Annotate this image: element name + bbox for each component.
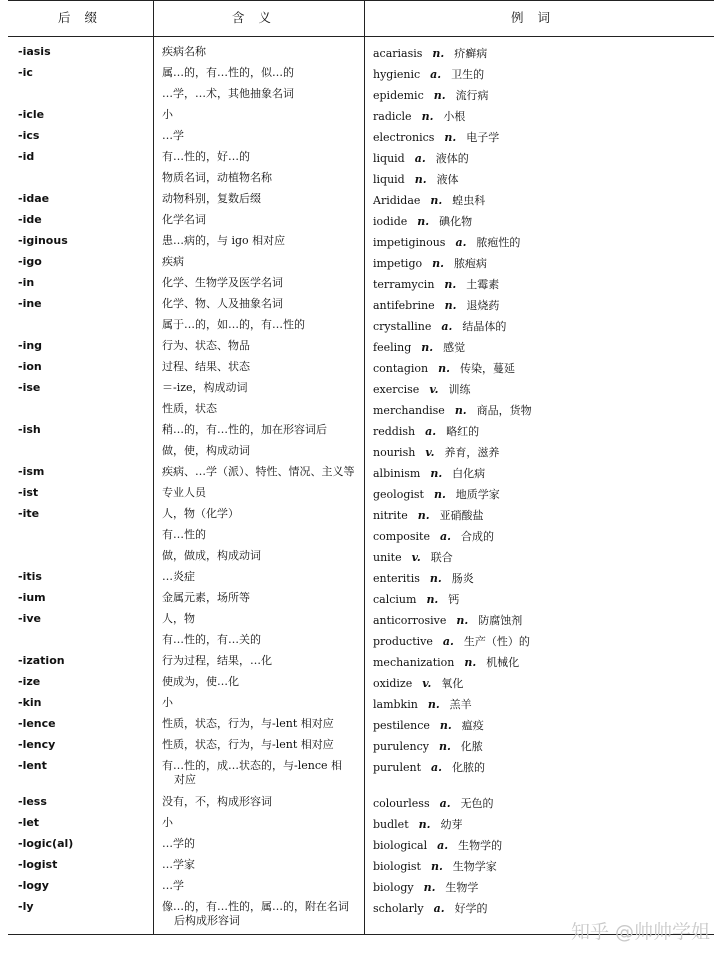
example-gloss: 合成的 xyxy=(460,530,494,543)
example-cell xyxy=(373,465,485,481)
suffix-cell: -ion xyxy=(18,360,42,373)
part-of-speech: n. xyxy=(439,719,452,732)
example-word: oxidize xyxy=(373,677,413,690)
example-gloss: 亚硝酸盐 xyxy=(439,509,484,522)
meaning-line: 性质，状态，行为，与-lent 相对应 xyxy=(162,717,334,730)
example-word: anticorrosive xyxy=(373,614,447,627)
example-word: Arididae xyxy=(373,194,421,207)
meaning-line: 有…性的，有…关的 xyxy=(162,633,261,646)
example-gloss: 氧化 xyxy=(441,677,464,690)
suffix-cell: -ide xyxy=(18,213,42,226)
example-gloss: 疥癣病 xyxy=(454,47,488,60)
part-of-speech: a. xyxy=(441,320,453,333)
meaning-cell xyxy=(162,318,362,332)
example-gloss: 无色的 xyxy=(460,797,494,810)
example-cell xyxy=(373,192,485,208)
example-gloss: 化脓的 xyxy=(451,761,485,774)
example-word: contagion xyxy=(373,362,429,375)
suffix-cell: -ive xyxy=(18,612,41,625)
example-word: nourish xyxy=(373,446,416,459)
header-bottom-rule xyxy=(8,36,714,37)
example-cell xyxy=(373,837,502,853)
meaning-cell xyxy=(162,528,362,542)
example-cell xyxy=(373,150,469,166)
example-cell xyxy=(373,858,497,874)
example-gloss: 羔羊 xyxy=(449,698,472,711)
meaning-line: 行为、状态、物品 xyxy=(162,339,250,352)
suffix-cell: -less xyxy=(18,795,47,808)
meaning-line: 做，使，构成动词 xyxy=(162,444,250,457)
example-word: composite xyxy=(373,530,430,543)
part-of-speech: n. xyxy=(444,131,457,144)
example-word: colourless xyxy=(373,797,430,810)
suffix-cell: -let xyxy=(18,816,40,829)
example-gloss: 略红的 xyxy=(446,425,480,438)
suffix-cell: -ish xyxy=(18,423,41,436)
suffix-cell: -in xyxy=(18,276,35,289)
suffix-cell: -ism xyxy=(18,465,45,478)
meaning-line: 疾病 xyxy=(162,255,184,268)
suffix-cell: -ics xyxy=(18,129,40,142)
suffix-cell: -ization xyxy=(18,654,65,667)
example-word: impetigo xyxy=(373,257,423,270)
example-word: epidemic xyxy=(373,89,424,102)
meaning-line: 化学名词 xyxy=(162,213,206,226)
example-cell xyxy=(373,900,488,916)
part-of-speech: v. xyxy=(429,383,439,396)
example-cell xyxy=(373,255,487,271)
example-gloss: 脓疱病 xyxy=(453,257,487,270)
meaning-line: 有…性的，好…的 xyxy=(162,150,250,163)
example-cell xyxy=(373,738,483,754)
meaning-cell xyxy=(162,759,362,787)
meaning-line: 化学、物、人及抽象名词 xyxy=(162,297,283,310)
suffix-cell: -logic(al) xyxy=(18,837,74,850)
example-gloss: 感觉 xyxy=(443,341,466,354)
example-cell xyxy=(373,717,484,733)
suffix-cell: -iginous xyxy=(18,234,68,247)
meaning-cell xyxy=(162,360,362,374)
meaning-cell xyxy=(162,738,362,752)
meaning-cell xyxy=(162,900,362,928)
example-word: hygienic xyxy=(373,68,421,81)
example-cell xyxy=(373,213,472,229)
suffix-cell: -kin xyxy=(18,696,42,709)
column-divider-1 xyxy=(153,0,154,935)
example-gloss: 生物学 xyxy=(445,881,479,894)
part-of-speech: v. xyxy=(411,551,421,564)
part-of-speech: a. xyxy=(455,236,467,249)
suffix-cell: -ly xyxy=(18,900,34,913)
meaning-line: 患…病的，与 igo 相对应 xyxy=(162,234,286,247)
example-gloss: 液体的 xyxy=(435,152,469,165)
meaning-line: 后构成形容词 xyxy=(174,914,240,927)
meaning-line: 过程、结果、状态 xyxy=(162,360,250,373)
example-gloss: 联合 xyxy=(430,551,453,564)
part-of-speech: v. xyxy=(425,446,435,459)
meaning-line: 物质名词，动植物名称 xyxy=(162,171,272,184)
part-of-speech: n. xyxy=(444,278,457,291)
example-gloss: 好学的 xyxy=(454,902,488,915)
example-gloss: 小根 xyxy=(443,110,466,123)
meaning-line: …学 xyxy=(162,879,184,892)
meaning-cell xyxy=(162,192,362,206)
example-word: budlet xyxy=(373,818,409,831)
suffix-cell: -lence xyxy=(18,717,56,730)
example-gloss: 商品，货物 xyxy=(476,404,532,417)
meaning-line: 没有，不，构成形容词 xyxy=(162,795,272,808)
example-word: acariasis xyxy=(373,47,423,60)
example-gloss: 训练 xyxy=(448,383,471,396)
meaning-cell xyxy=(162,675,362,689)
part-of-speech: n. xyxy=(464,656,477,669)
meaning-line: 性质，状态 xyxy=(162,402,217,415)
example-gloss: 白化病 xyxy=(452,467,486,480)
part-of-speech: a. xyxy=(430,68,442,81)
example-cell xyxy=(373,444,499,460)
example-cell xyxy=(373,879,478,895)
example-word: crystalline xyxy=(373,320,432,333)
part-of-speech: n. xyxy=(414,173,427,186)
meaning-line: 有…性的 xyxy=(162,528,206,541)
meaning-cell xyxy=(162,816,362,830)
meaning-line: 疾病、…学（派）、特性、情况、主义等 xyxy=(162,465,355,478)
example-cell xyxy=(373,423,479,439)
meaning-cell xyxy=(162,276,362,290)
example-cell xyxy=(373,675,463,691)
suffix-cell: -ing xyxy=(18,339,43,352)
example-cell xyxy=(373,381,470,397)
meaning-cell xyxy=(162,633,362,647)
example-cell xyxy=(373,402,532,418)
meaning-cell xyxy=(162,465,362,479)
example-word: enteritis xyxy=(373,572,420,585)
example-word: iodide xyxy=(373,215,408,228)
example-gloss: 蝗虫科 xyxy=(452,194,486,207)
part-of-speech: n. xyxy=(444,299,457,312)
part-of-speech: n. xyxy=(438,740,451,753)
part-of-speech: n. xyxy=(418,818,431,831)
meaning-line: 人，物 xyxy=(162,612,195,625)
suffix-cell: -igo xyxy=(18,255,42,268)
suffix-cell: -ist xyxy=(18,486,39,499)
part-of-speech: n. xyxy=(426,593,439,606)
example-word: mechanization xyxy=(373,656,455,669)
meaning-cell xyxy=(162,717,362,731)
example-gloss: 地质学家 xyxy=(455,488,500,501)
example-cell xyxy=(373,486,500,502)
meaning-line: …炎症 xyxy=(162,570,195,583)
meaning-line: ＝-ize，构成动词 xyxy=(162,381,248,394)
meaning-cell xyxy=(162,444,362,458)
example-cell xyxy=(373,234,520,250)
example-cell xyxy=(373,45,487,61)
meaning-cell xyxy=(162,591,362,605)
meaning-line: …学，…术，其他抽象名词 xyxy=(162,87,294,100)
meaning-cell xyxy=(162,171,362,185)
example-cell xyxy=(373,276,499,292)
meaning-cell xyxy=(162,423,362,437)
example-gloss: 脓疱性的 xyxy=(476,236,521,249)
part-of-speech: a. xyxy=(439,530,451,543)
meaning-cell xyxy=(162,858,362,872)
example-gloss: 传染，蔓延 xyxy=(459,362,515,375)
meaning-cell xyxy=(162,297,362,311)
meaning-cell xyxy=(162,66,362,80)
example-word: feeling xyxy=(373,341,412,354)
suffix-cell: -logy xyxy=(18,879,49,892)
example-cell xyxy=(373,360,515,376)
meaning-line: 有…性的，成…状态的，与-lence 相 xyxy=(162,759,342,772)
example-cell xyxy=(373,795,494,811)
part-of-speech: n. xyxy=(454,404,467,417)
suffix-cell: -idae xyxy=(18,192,50,205)
part-of-speech: n. xyxy=(438,362,450,375)
example-word: antifebrine xyxy=(373,299,435,312)
example-word: productive xyxy=(373,635,433,648)
example-cell xyxy=(373,570,474,586)
example-gloss: 防腐蚀剂 xyxy=(478,614,523,627)
watermark: 知乎 @帅帅学姐 xyxy=(570,921,710,943)
part-of-speech: n. xyxy=(433,89,446,102)
example-word: liquid xyxy=(373,152,405,165)
part-of-speech: a. xyxy=(439,797,451,810)
example-word: geologist xyxy=(373,488,424,501)
meaning-line: 稍…的，有…性的，加在形容词后 xyxy=(162,423,327,436)
meaning-cell xyxy=(162,255,362,269)
part-of-speech: n. xyxy=(423,881,436,894)
example-word: exercise xyxy=(373,383,420,396)
meaning-line: 性质，状态，行为，与-lent 相对应 xyxy=(162,738,334,751)
header-meaning: 含义 xyxy=(232,10,286,25)
meaning-cell xyxy=(162,696,362,710)
suffix-cell: -ium xyxy=(18,591,46,604)
example-cell xyxy=(373,654,519,670)
meaning-line: 使成为，使…化 xyxy=(162,675,239,688)
example-gloss: 流行病 xyxy=(455,89,489,102)
meaning-cell xyxy=(162,486,362,500)
example-word: nitrite xyxy=(373,509,408,522)
example-gloss: 养育，滋养 xyxy=(444,446,500,459)
example-word: purulency xyxy=(373,740,429,753)
example-word: liquid xyxy=(373,173,405,186)
example-gloss: 肠炎 xyxy=(451,572,474,585)
suffix-cell: -logist xyxy=(18,858,58,871)
example-cell xyxy=(373,507,484,523)
meaning-cell xyxy=(162,108,362,122)
meaning-line: 做，做成，构成动词 xyxy=(162,549,261,562)
example-cell xyxy=(373,696,472,712)
meaning-cell xyxy=(162,507,362,521)
suffix-cell: -itis xyxy=(18,570,42,583)
example-gloss: 化脓 xyxy=(460,740,483,753)
meaning-line: 专业人员 xyxy=(162,486,206,499)
part-of-speech: n. xyxy=(430,860,443,873)
meaning-cell xyxy=(162,339,362,353)
meaning-cell xyxy=(162,381,362,395)
example-gloss: 钙 xyxy=(448,593,460,606)
example-gloss: 生物学家 xyxy=(452,860,497,873)
example-gloss: 幼芽 xyxy=(440,818,463,831)
example-gloss: 机械化 xyxy=(486,656,520,669)
suffix-cell: -icle xyxy=(18,108,45,121)
example-gloss: 瘟疫 xyxy=(461,719,484,732)
example-gloss: 结晶体的 xyxy=(462,320,507,333)
part-of-speech: a. xyxy=(431,761,442,774)
part-of-speech: n. xyxy=(421,341,434,354)
example-word: reddish xyxy=(373,425,416,438)
example-cell xyxy=(373,318,506,334)
header-suffix: 后缀 xyxy=(58,10,112,25)
part-of-speech: n. xyxy=(430,467,443,480)
part-of-speech: a. xyxy=(414,152,426,165)
part-of-speech: n. xyxy=(433,488,446,501)
meaning-cell xyxy=(162,213,362,227)
meaning-line: …学家 xyxy=(162,858,195,871)
example-word: biology xyxy=(373,881,414,894)
example-word: unite xyxy=(373,551,402,564)
suffix-cell: -ite xyxy=(18,507,40,520)
meaning-line: …学 xyxy=(162,129,184,142)
example-cell xyxy=(373,591,459,607)
example-gloss: 电子学 xyxy=(466,131,500,144)
header-example: 例词 xyxy=(511,10,565,25)
suffix-cell: -id xyxy=(18,150,35,163)
example-cell xyxy=(373,171,459,187)
meaning-line: 小 xyxy=(162,816,173,829)
meaning-cell xyxy=(162,129,362,143)
meaning-cell xyxy=(162,879,362,893)
example-word: albinism xyxy=(373,467,421,480)
meaning-cell xyxy=(162,150,362,164)
example-cell xyxy=(373,129,499,145)
example-gloss: 退烧药 xyxy=(466,299,500,312)
meaning-cell xyxy=(162,837,362,851)
example-word: lambkin xyxy=(373,698,418,711)
suffix-cell: -ine xyxy=(18,297,42,310)
part-of-speech: n. xyxy=(417,509,430,522)
meaning-line: …学的 xyxy=(162,837,195,850)
part-of-speech: a. xyxy=(425,425,437,438)
example-cell xyxy=(373,66,484,82)
example-word: impetiginous xyxy=(373,236,446,249)
meaning-line: 疾病名称 xyxy=(162,45,206,58)
meaning-cell xyxy=(162,612,362,626)
part-of-speech: a. xyxy=(442,635,454,648)
part-of-speech: n. xyxy=(432,257,444,270)
meaning-cell xyxy=(162,570,362,584)
meaning-cell xyxy=(162,87,362,101)
example-cell xyxy=(373,633,530,649)
meaning-line: 小 xyxy=(162,696,173,709)
part-of-speech: n. xyxy=(427,698,440,711)
meaning-line: 行为过程，结果，…化 xyxy=(162,654,272,667)
example-cell xyxy=(373,612,522,628)
example-word: radicle xyxy=(373,110,412,123)
part-of-speech: n. xyxy=(430,194,443,207)
meaning-line: 对应 xyxy=(174,773,196,786)
meaning-line: 属…的，有…性的，似…的 xyxy=(162,66,294,79)
example-cell xyxy=(373,528,494,544)
part-of-speech: a. xyxy=(437,839,449,852)
meaning-line: 人，物（化学） xyxy=(162,507,239,520)
part-of-speech: n. xyxy=(429,572,442,585)
example-gloss: 生物学的 xyxy=(458,839,503,852)
meaning-cell xyxy=(162,654,362,668)
example-gloss: 卫生的 xyxy=(451,68,485,81)
example-gloss: 液体 xyxy=(436,173,459,186)
column-divider-2 xyxy=(364,0,365,935)
example-word: biologist xyxy=(373,860,421,873)
meaning-line: 像…的，有…性的，属…的，附在名词 xyxy=(162,900,349,913)
example-gloss: 生产（性）的 xyxy=(463,635,530,648)
example-cell xyxy=(373,549,453,565)
example-word: terramycin xyxy=(373,278,435,291)
example-cell xyxy=(373,108,465,124)
suffix-cell: -ize xyxy=(18,675,41,688)
example-word: scholarly xyxy=(373,902,424,915)
example-cell xyxy=(373,297,499,313)
part-of-speech: n. xyxy=(456,614,469,627)
part-of-speech: n. xyxy=(421,110,434,123)
example-word: electronics xyxy=(373,131,435,144)
meaning-line: 小 xyxy=(162,108,173,121)
meaning-cell xyxy=(162,45,362,59)
example-cell xyxy=(373,759,485,775)
suffix-cell: -ise xyxy=(18,381,41,394)
part-of-speech: n. xyxy=(417,215,430,228)
example-word: merchandise xyxy=(373,404,445,417)
example-word: pestilence xyxy=(373,719,430,732)
suffix-cell: -iasis xyxy=(18,45,51,58)
example-gloss: 碘化物 xyxy=(439,215,473,228)
meaning-line: 金属元素，场所等 xyxy=(162,591,250,604)
example-cell xyxy=(373,816,462,832)
suffix-cell: -lency xyxy=(18,738,56,751)
part-of-speech: n. xyxy=(432,47,445,60)
suffix-cell: -lent xyxy=(18,759,47,772)
example-cell xyxy=(373,339,465,355)
example-cell xyxy=(373,87,489,103)
meaning-cell xyxy=(162,795,362,809)
example-word: purulent xyxy=(373,761,422,774)
example-word: calcium xyxy=(373,593,417,606)
meaning-cell xyxy=(162,234,362,248)
table-top-rule xyxy=(8,0,714,1)
part-of-speech: a. xyxy=(433,902,445,915)
suffix-cell: -ic xyxy=(18,66,33,79)
meaning-cell xyxy=(162,549,362,563)
meaning-line: 属于…的，如…的，有…性的 xyxy=(162,318,305,331)
meaning-line: 动物科别，复数后缀 xyxy=(162,192,261,205)
example-word: biological xyxy=(373,839,428,852)
meaning-cell xyxy=(162,402,362,416)
example-gloss: 土霉素 xyxy=(466,278,500,291)
meaning-line: 化学、生物学及医学名词 xyxy=(162,276,283,289)
part-of-speech: v. xyxy=(422,677,432,690)
